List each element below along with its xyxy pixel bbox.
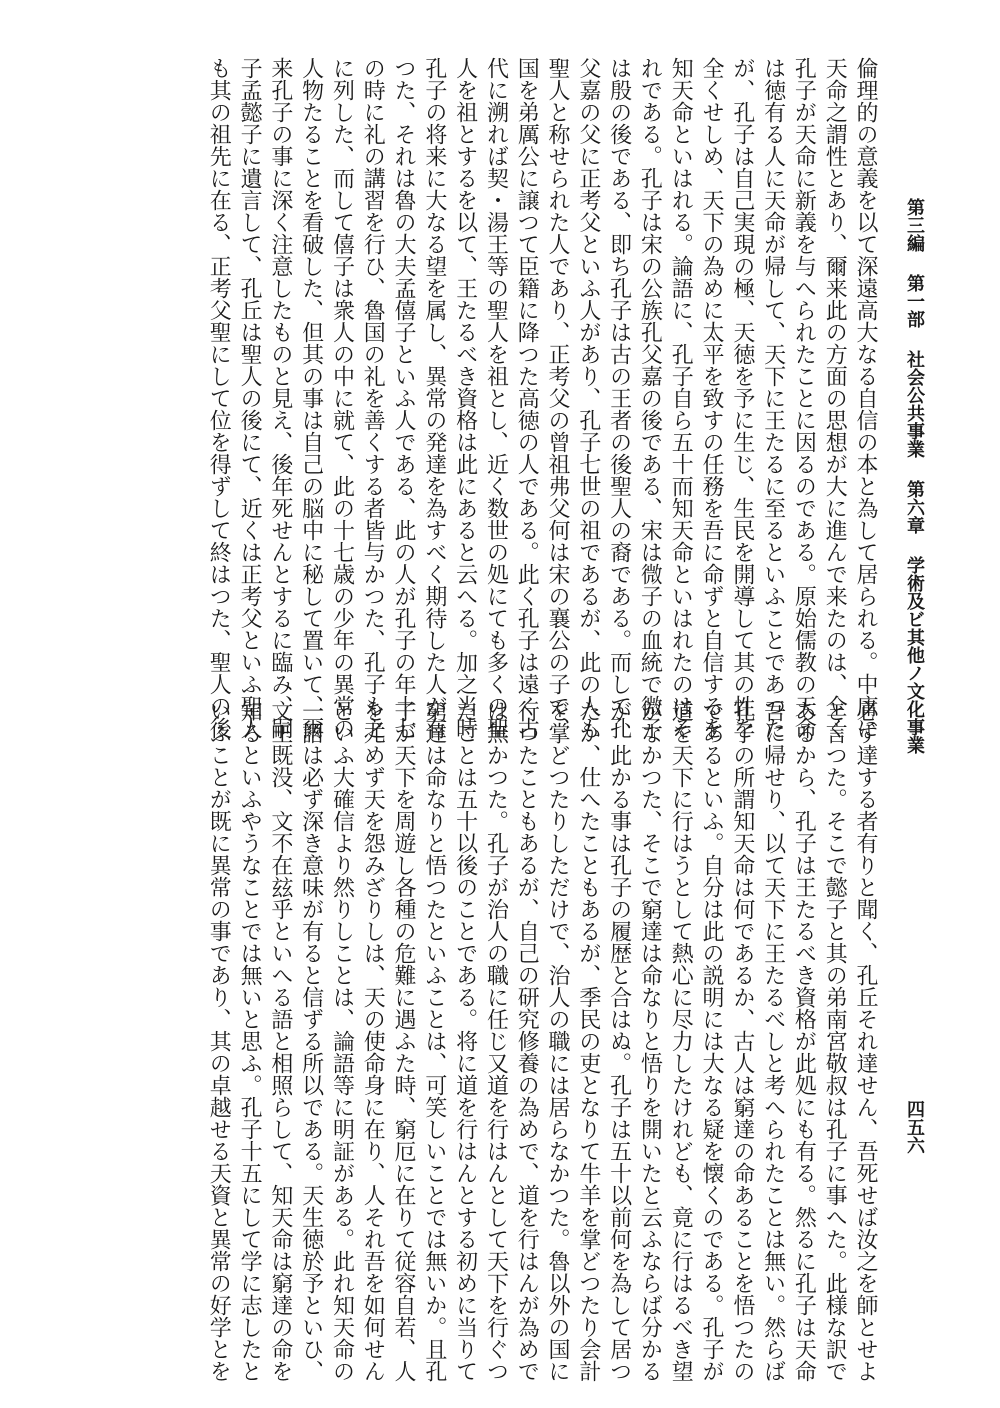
text-column: 吾に帰せり、以て天下に王たるべしと考へられたことは無い。然らば: [760, 700, 786, 1382]
text-column: 子が天下を周遊し各種の危難に遇ふた時、窮厄に在りて従容自若、人: [391, 700, 417, 1382]
page-number: 四五六: [904, 1100, 925, 1154]
text-column: 国を弟厲公に譲つて臣籍に降つた高徳の人である。此く孔子は遠く古: [514, 57, 540, 739]
header-chapter: 第六章: [904, 480, 925, 534]
header-section: 第三編: [904, 198, 925, 252]
text-column: の時に礼の講習を行ひ、魯国の礼を善くする者皆与かつた、孔子も之: [360, 57, 386, 739]
text-column: 倫理的の意義を以て深遠高大なる自信の本と為して居られる。中庸に: [853, 57, 878, 739]
text-column: 孔子の所謂知天命は何であるか、古人は窮達の命あることを悟つたの: [729, 700, 755, 1382]
text-column: 代に溯れば契・湯王等の聖人を祖とし、近く数世の処にても多くの聖: [483, 57, 509, 739]
header-part-title: 社会公共事業: [904, 350, 925, 458]
running-header: [896, 198, 932, 754]
text-column: 父嘉の父に正考父といふ人があり、孔子七世の祖であるが、此の人も: [575, 57, 601, 739]
text-column: は徳有る人に天命が帰して、天下に王たるに至るといふことであつた: [760, 57, 786, 739]
text-column: であるといふ。自分は此の説明には大なる疑を懐くのである。孔子が: [699, 700, 725, 1382]
text-column: つた、それは魯の大夫孟僖子といふ人である、此の人が孔子の年十七: [391, 57, 417, 739]
text-column: 人物たることを看破した、但其の事は自己の脳中に秘して置いて、爾: [298, 57, 324, 739]
text-column: たことは五十以後のことである。将に道を行はんとする初めに当りて: [452, 700, 478, 1382]
text-column: に列した、而して僖子は衆人の中に就て、此の十七歳の少年の異常の: [329, 57, 355, 739]
header-chapter-title: 学術及ビ其他ノ文化事業: [904, 556, 925, 754]
text-column: 聖人と称せられた人であり、正考父の曾祖弗父何は宋の襄公の子で、: [545, 57, 571, 739]
text-column: を尤めず天を怨みざりしは、天の使命身に在り、人それ吾を如何せん: [360, 700, 386, 1382]
text-column: がなかつた、そこで窮達は命なりと悟りを開いたと云ふならば分かる: [637, 700, 663, 1382]
text-column: といふ大確信より然りしことは、論語等に明証がある。此れ知天命の: [329, 700, 355, 1382]
header-part: 第一部: [904, 274, 925, 328]
text-column: 知るといふやうなことでは無いと思ふ。孔子十五にして学に志したと: [237, 700, 263, 1382]
text-column: 知天命といはれる。論語に、孔子自ら五十而知天命といはれたのはそ: [668, 57, 694, 739]
text-column: 子孟懿子に遺言して、孔丘は聖人の後にて、近くは正考父といふ聖人: [237, 57, 263, 739]
text-column: が、孔子は自己実現の極、天徳を予に生じ、生民を開導して其の性を: [729, 57, 755, 739]
text-column: 行つたこともあるが、自己の研究修養の為めで、道を行はんが為めで: [514, 700, 540, 1382]
text-column: 窮達は命なりと悟つたといふことは、可笑しいことでは無いか。且孔: [421, 700, 447, 1382]
text-column: を掌どつたりしただけで、治人の職には居らなかつた。魯以外の国に: [545, 700, 571, 1382]
text-column: れである。孔子は宋の公族孔父嘉の後である、宋は微子の血統で微子: [637, 57, 663, 739]
upper-text-block: [140, 57, 880, 739]
text-column: たか、仕へたこともあるが、季民の吏となりて牛羊を掌どつたり会計: [575, 700, 601, 1382]
text-column: は無かつた。孔子が治人の職に任じ又道を行はんとして天下を行ぐつ: [483, 700, 509, 1382]
text-column: 全くせしめ、天下の為めに太平を致すの任務を吾に命ずと自信するを: [699, 57, 725, 739]
text-column: 必ず達する者有りと聞く、孔丘それ達せん、吾死せば汝之を師とせよ: [853, 700, 878, 1382]
text-column: 文王既没、文不在玆乎といへる語と相照らして、知天命は窮達の命を: [267, 700, 293, 1382]
text-column: 孔子の将来に大なる望を属し、異常の発達を為すべく期待した人が有: [421, 57, 447, 739]
text-column: 一語は必ず深き意味が有ると信ずる所以である。天生徳於予といひ、: [298, 700, 324, 1382]
text-column: あるから、孔子は王たるべき資格が此処にも有る。然るに孔子は天命: [791, 700, 817, 1382]
text-column: が、此かる事は孔子の履歴と合はぬ。孔子は五十以前何を為して居つ: [606, 700, 632, 1382]
text-column: 人を祖とするを以て、王たるべき資格は此にあると云へる。加之当時: [452, 57, 478, 739]
text-column: 道を天下に行はうとして熱心に尽力したけれども、竟に行はるべき望: [668, 700, 694, 1382]
text-column: は殷の後である、即ち孔子は古の王者の後聖人の裔である。而して孔: [606, 57, 632, 739]
text-column: も其の祖先に在る、正考父聖にして位を得ずして終はつた、聖人の後: [206, 57, 232, 739]
text-column: 天命之謂性とあり、爾来此の方面の思想が大に進んで来たのは、全く: [822, 57, 848, 739]
text-column: と言つた。そこで懿子と其の弟南宮敬叔は孔子に事へた。此様な訳で: [822, 700, 848, 1382]
text-column: いふことが既に異常の事であり、其の卓越せる天資と異常の好学とを: [206, 700, 232, 1382]
text-column: 孔子が天命に新義を与へられたことに因るのである。原始儒教の天命: [791, 57, 817, 739]
lower-text-block: [60, 700, 880, 1382]
text-column: 来孔子の事に深く注意したものと見え、後年死せんとするに臨み、嗣: [267, 57, 293, 739]
